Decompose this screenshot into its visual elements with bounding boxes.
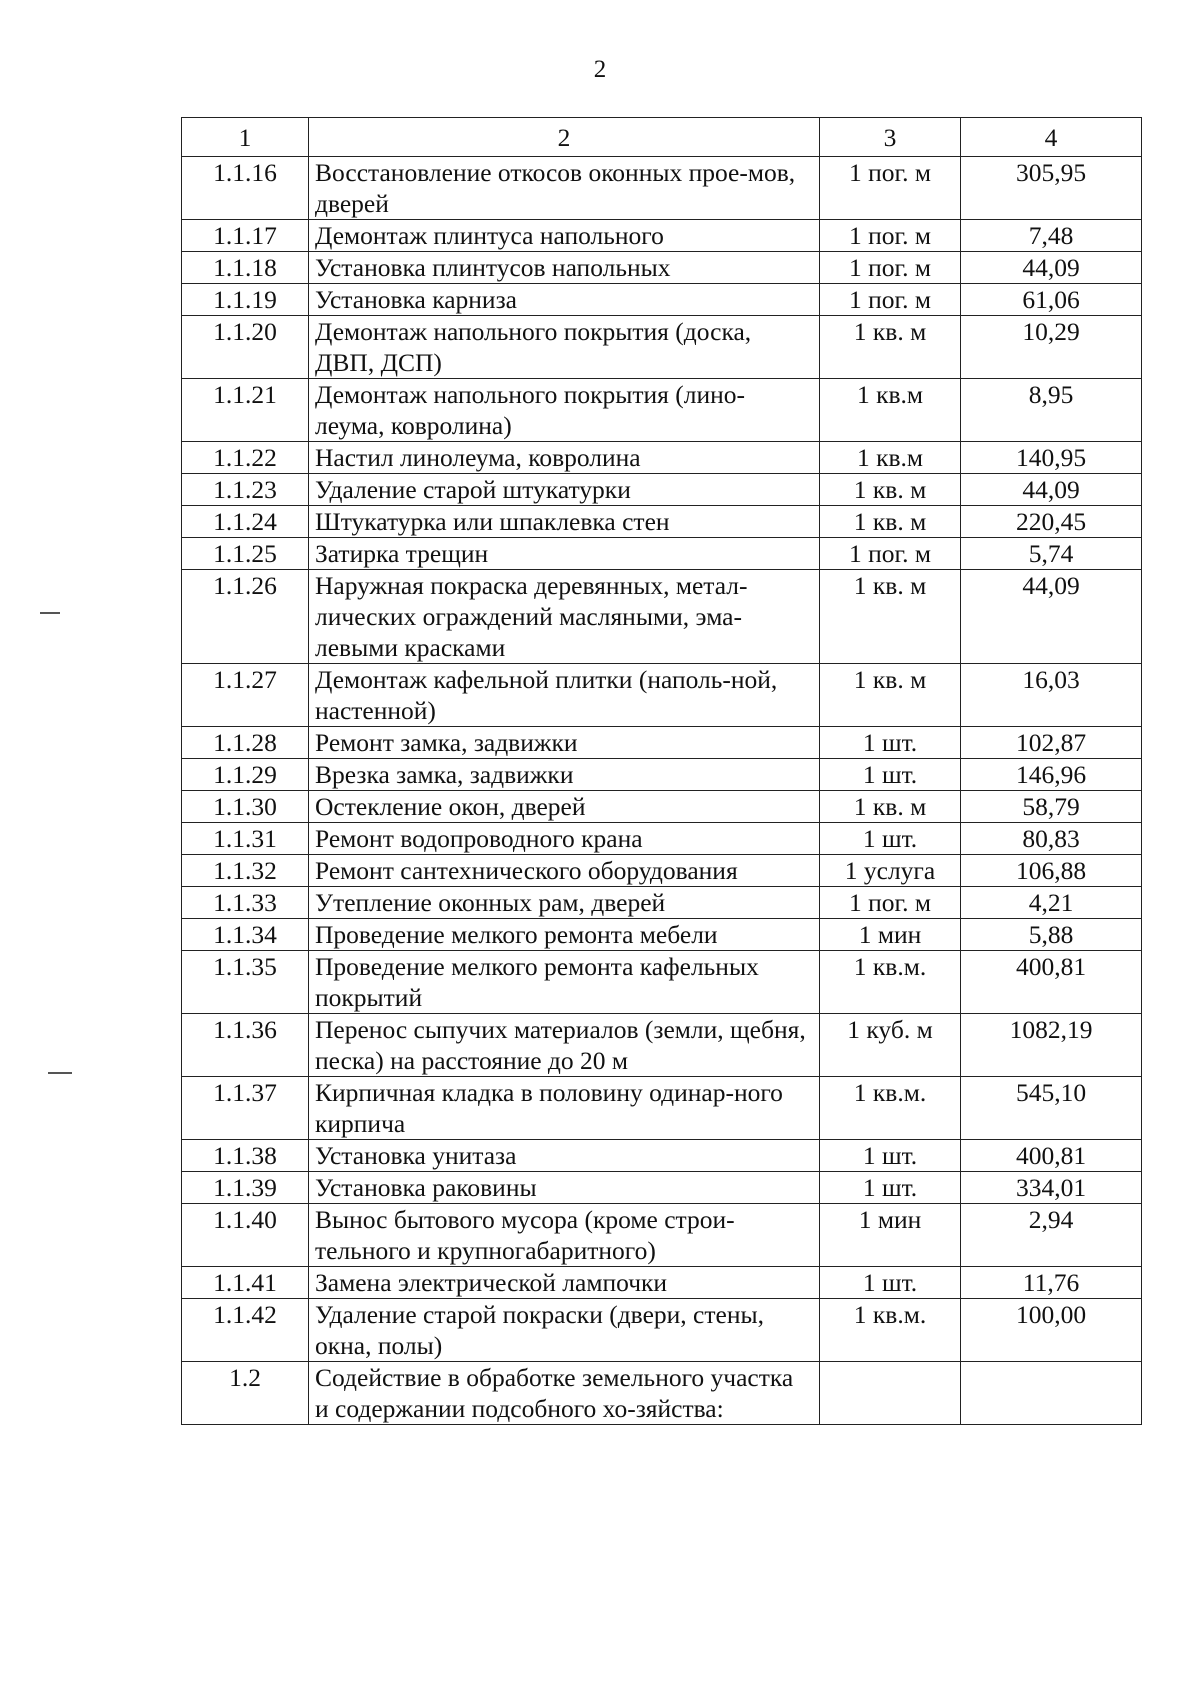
header-cell: 4: [961, 118, 1142, 157]
row-code: 1.1.27: [182, 664, 309, 727]
row-price: 16,03: [961, 664, 1142, 727]
table-row: [182, 220, 1142, 252]
table-row: [182, 1267, 1142, 1299]
table-header: [182, 118, 1142, 157]
row-name: Наружная покраска деревянных, метал-лических ограждений масляными, эма-левыми красками: [309, 570, 820, 664]
row-code: 1.1.36: [182, 1014, 309, 1077]
row-unit: 1 кв.м.: [820, 1299, 961, 1362]
row-name: Замена электрической лампочки: [309, 1267, 820, 1299]
row-code: 1.1.26: [182, 570, 309, 664]
row-unit: 1 кв.м: [820, 379, 961, 442]
row-price: 2,94: [961, 1204, 1142, 1267]
row-unit: 1 кв.м: [820, 442, 961, 474]
table-row: [182, 1140, 1142, 1172]
row-price: 80,83: [961, 823, 1142, 855]
table-row: [182, 442, 1142, 474]
row-name: Врезка замка, задвижки: [309, 759, 820, 791]
table-row: [182, 474, 1142, 506]
row-unit: 1 шт.: [820, 1267, 961, 1299]
row-price: 44,09: [961, 474, 1142, 506]
header-cell: 1: [182, 118, 309, 157]
row-code: 1.1.32: [182, 855, 309, 887]
row-name: Ремонт водопроводного крана: [309, 823, 820, 855]
row-unit: 1 пог. м: [820, 284, 961, 316]
scan-mark: [40, 612, 60, 614]
row-price: 58,79: [961, 791, 1142, 823]
row-unit: 1 пог. м: [820, 252, 961, 284]
row-name: Настил линолеума, ковролина: [309, 442, 820, 474]
row-code: 1.1.29: [182, 759, 309, 791]
row-code: 1.1.22: [182, 442, 309, 474]
row-unit: 1 кв.м.: [820, 1077, 961, 1140]
table-row: [182, 570, 1142, 664]
row-unit: 1 кв. м: [820, 316, 961, 379]
table-row: [182, 157, 1142, 220]
table-row: [182, 379, 1142, 442]
table-row: [182, 664, 1142, 727]
row-price: 334,01: [961, 1172, 1142, 1204]
row-name: Установка карниза: [309, 284, 820, 316]
table-row: [182, 855, 1142, 887]
row-price: 400,81: [961, 951, 1142, 1014]
row-name: Ремонт сантехнического оборудования: [309, 855, 820, 887]
row-unit: 1 мин: [820, 1204, 961, 1267]
row-price: 5,88: [961, 919, 1142, 951]
header-cell: 2: [309, 118, 820, 157]
row-unit: 1 шт.: [820, 759, 961, 791]
row-price: 400,81: [961, 1140, 1142, 1172]
row-name: Демонтаж кафельной плитки (наполь-ной, настенной): [309, 664, 820, 727]
row-name: Установка плинтусов напольных: [309, 252, 820, 284]
row-unit: 1 шт.: [820, 1140, 961, 1172]
row-name: Установка унитаза: [309, 1140, 820, 1172]
row-code: 1.1.17: [182, 220, 309, 252]
row-code: 1.1.20: [182, 316, 309, 379]
table-row: [182, 919, 1142, 951]
row-unit: 1 кв.м.: [820, 951, 961, 1014]
table-row: [182, 1204, 1142, 1267]
table-row: [182, 1362, 1142, 1425]
row-code: 1.1.25: [182, 538, 309, 570]
row-code: 1.1.30: [182, 791, 309, 823]
row-unit: 1 пог. м: [820, 157, 961, 220]
table-row: [182, 791, 1142, 823]
row-name: Установка раковины: [309, 1172, 820, 1204]
row-price: 100,00: [961, 1299, 1142, 1362]
row-name: Затирка трещин: [309, 538, 820, 570]
row-name: Вынос бытового мусора (кроме строи-тельного и крупногабаритного): [309, 1204, 820, 1267]
row-code: 1.1.38: [182, 1140, 309, 1172]
row-name: Перенос сыпучих материалов (земли, щебня, песка) на расстояние до 20 м: [309, 1014, 820, 1077]
price-table: [181, 117, 1142, 1425]
table-row: [182, 252, 1142, 284]
row-price: 11,76: [961, 1267, 1142, 1299]
row-name: Проведение мелкого ремонта мебели: [309, 919, 820, 951]
row-code: 1.1.16: [182, 157, 309, 220]
row-name: Восстановление откосов оконных прое-мов, дверей: [309, 157, 820, 220]
row-price: 44,09: [961, 252, 1142, 284]
row-unit: 1 кв. м: [820, 474, 961, 506]
row-unit: 1 шт.: [820, 823, 961, 855]
row-unit: 1 кв. м: [820, 664, 961, 727]
row-price: 220,45: [961, 506, 1142, 538]
table-row: [182, 759, 1142, 791]
row-unit: 1 шт.: [820, 727, 961, 759]
table-row: [182, 506, 1142, 538]
row-price: 140,95: [961, 442, 1142, 474]
row-code: 1.1.37: [182, 1077, 309, 1140]
row-name: Кирпичная кладка в половину одинар-ного кирпича: [309, 1077, 820, 1140]
row-unit: 1 пог. м: [820, 220, 961, 252]
row-name: Демонтаж напольного покрытия (доска, ДВП, ДСП): [309, 316, 820, 379]
table-row: [182, 727, 1142, 759]
table-row: [182, 538, 1142, 570]
row-code: 1.1.33: [182, 887, 309, 919]
row-code: 1.1.34: [182, 919, 309, 951]
table-row: [182, 284, 1142, 316]
page-number: 2: [593, 56, 607, 83]
table-row: [182, 1014, 1142, 1077]
row-price: 7,48: [961, 220, 1142, 252]
table-row: [182, 1299, 1142, 1362]
row-code: 1.1.40: [182, 1204, 309, 1267]
row-code: 1.2: [182, 1362, 309, 1425]
row-price: 305,95: [961, 157, 1142, 220]
table-row: [182, 1172, 1142, 1204]
row-code: 1.1.24: [182, 506, 309, 538]
row-price: 8,95: [961, 379, 1142, 442]
table-row: [182, 316, 1142, 379]
row-code: 1.1.31: [182, 823, 309, 855]
row-code: 1.1.39: [182, 1172, 309, 1204]
row-price: 5,74: [961, 538, 1142, 570]
row-code: 1.1.18: [182, 252, 309, 284]
row-name: Утепление оконных рам, дверей: [309, 887, 820, 919]
row-code: 1.1.42: [182, 1299, 309, 1362]
row-unit: 1 шт.: [820, 1172, 961, 1204]
row-name: Остекление окон, дверей: [309, 791, 820, 823]
row-price: 146,96: [961, 759, 1142, 791]
row-name: Демонтаж плинтуса напольного: [309, 220, 820, 252]
row-name: Содействие в обработке земельного участка и содержании подсобного хо-зяйства:: [309, 1362, 820, 1425]
row-price: 4,21: [961, 887, 1142, 919]
row-name: Удаление старой штукатурки: [309, 474, 820, 506]
scan-mark: [48, 1072, 72, 1074]
row-code: 1.1.23: [182, 474, 309, 506]
row-code: 1.1.19: [182, 284, 309, 316]
header-cell: 3: [820, 118, 961, 157]
row-price: 10,29: [961, 316, 1142, 379]
row-price: 106,88: [961, 855, 1142, 887]
row-unit: 1 кв. м: [820, 570, 961, 664]
table-row: [182, 823, 1142, 855]
row-price: [961, 1362, 1142, 1425]
row-code: 1.1.28: [182, 727, 309, 759]
row-name: Демонтаж напольного покрытия (лино-леума, ковролина): [309, 379, 820, 442]
table-row: [182, 887, 1142, 919]
row-name: Удаление старой покраски (двери, стены, окна, полы): [309, 1299, 820, 1362]
row-price: 102,87: [961, 727, 1142, 759]
row-unit: 1 услуга: [820, 855, 961, 887]
row-name: Проведение мелкого ремонта кафельных покрытий: [309, 951, 820, 1014]
row-price: 1082,19: [961, 1014, 1142, 1077]
row-code: 1.1.35: [182, 951, 309, 1014]
row-unit: [820, 1362, 961, 1425]
row-unit: 1 пог. м: [820, 538, 961, 570]
table-row: [182, 1077, 1142, 1140]
row-price: 61,06: [961, 284, 1142, 316]
row-code: 1.1.21: [182, 379, 309, 442]
row-unit: 1 мин: [820, 919, 961, 951]
row-unit: 1 кв. м: [820, 506, 961, 538]
table-body: [182, 157, 1142, 1425]
row-price: 44,09: [961, 570, 1142, 664]
row-price: 545,10: [961, 1077, 1142, 1140]
row-name: Ремонт замка, задвижки: [309, 727, 820, 759]
row-code: 1.1.41: [182, 1267, 309, 1299]
table-row: [182, 951, 1142, 1014]
row-unit: 1 кв. м: [820, 791, 961, 823]
row-name: Штукатурка или шпаклевка стен: [309, 506, 820, 538]
header-row: [182, 118, 1142, 157]
row-unit: 1 куб. м: [820, 1014, 961, 1077]
row-unit: 1 пог. м: [820, 887, 961, 919]
